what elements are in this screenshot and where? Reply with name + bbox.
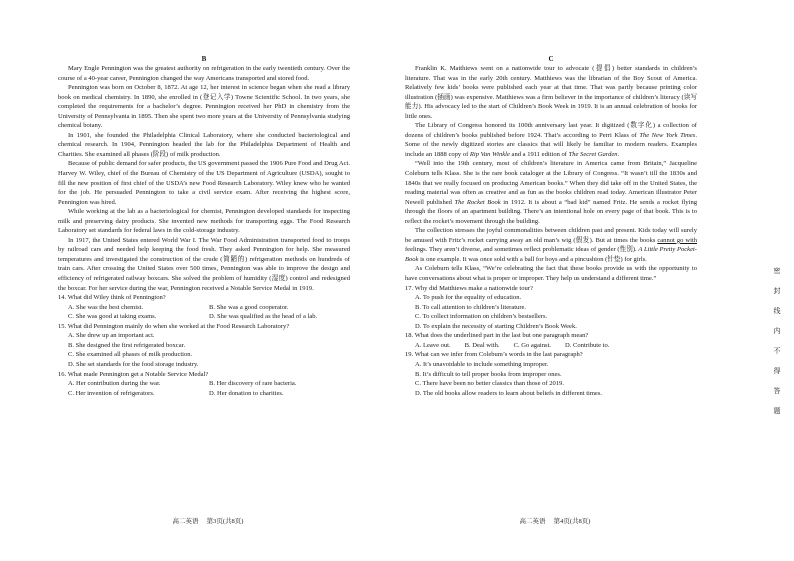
question-19: 19. What can we infer from Colebum’s words in the last paragraph? — [405, 351, 583, 359]
question-14-options — [58, 303, 350, 313]
question-16: 16. What made Pennington get a Notable Service Medal? — [58, 370, 209, 378]
seal-char: 答 — [773, 387, 781, 395]
seal-char: 题 — [773, 407, 781, 415]
option-d: D. She set standards for the food storage industry. — [68, 360, 199, 368]
question-18: 18. What does the underlined part in the last but one paragraph mean? — [405, 332, 589, 340]
option-c: C. Her invention of refrigerators. — [68, 389, 155, 397]
option-c: C. She was good at taking exams. — [68, 313, 157, 321]
question-16-options — [58, 379, 350, 389]
seal-char: 不 — [773, 347, 781, 355]
option-a: A. She was the best chemist. — [68, 303, 144, 311]
seal-char: 密 — [773, 267, 781, 275]
option-d: D. Her donation to charities. — [209, 389, 284, 397]
question-14: 14. What did Wiley think of Pennington? — [58, 294, 166, 302]
question-18-options — [405, 341, 697, 351]
option-a: A. Leave out. — [415, 341, 451, 349]
option-d: D. She was qualified as the head of a lab. — [209, 313, 318, 321]
book-title: The Rocket Book — [454, 198, 501, 206]
option-b: B. To call attention to children’s literature. — [415, 303, 527, 311]
option-a: A. She drew up an important act. — [68, 332, 155, 340]
option-b: B. Deal with. — [464, 341, 500, 349]
option-a: A. To push for the equality of education. — [415, 294, 522, 302]
page-footer-left: 高二英语 第3页(共8页) — [172, 518, 244, 525]
section-b-heading: B — [201, 55, 207, 63]
passage-paragraph: The Library of Congress honored its 100th anniversary last year. It digitized (数字化) a collection of dozens of children’s books published before 1924. That’s according to Perri Klass of The New York Times. Some of the newly digitized stories are classics that will likely be familiar to modern readers. Examples include an 1888 copy of Rip Van Winkle and a 1911 edition of The Secret Garden. — [405, 122, 698, 158]
book-title: Rip Van Winkle — [469, 150, 510, 158]
question-17: 17. Why did Matthiews make a nationwide tour? — [405, 284, 533, 292]
passage-paragraph: While working at the lab as a bacteriological for chemist, Pennington developed standards for inspecting milk and preserving dairy products. She invented new methods for transporting eggs. The Food Research Laboratory set standards for federal laws in the cold-storage industry. — [58, 208, 350, 235]
passage-paragraph: Franklin K. Matthiews went on a nationwide tour to advocate (提倡) better standards in children’s literature. That was in the early 20th century. Matthiews was the librarian of the Boy Scout of America. Relatively few kids’ books were published each year at that time. That was partly because printing color illustration (插画) was expensive. Matthiews was a firm believer in the importance of children’s literacy (读写能力). His advocacy led to the start of Children’s Book Week in 1919. It is an annual celebration of books for little ones. — [405, 65, 697, 120]
option-a: A. Her contribution during the war. — [68, 380, 161, 388]
option-b: B. She was a good cooperator. — [209, 303, 289, 311]
seal-char: 内 — [773, 327, 781, 335]
passage-paragraph: The collection stresses the joyful commonalities between children past and present. Kids today will surely be amused with Fritz’s rocket carrying away an old man’s wig (假发). But at times the books cannot go with feelings. They aren’t diverse, and sometimes reflect problematic ideas of gender (性别). A Little Pretty Pocket-Book is one example. It was once sold with a ball for boys and a pincushion (针垫) for girls. — [405, 227, 697, 263]
seal-char: 得 — [773, 367, 781, 375]
passage-paragraph: In 1917, the United States entered World War I. The War Food Administration transported food to troops by railroad cars and needed help keeping the food fresh. They asked Pennington for help. She measured temperatures and investigated the construction of the crude (简陋的) refrigeration methods on hundreds of train cars. After crossing the United States over 500 times, Pennington was able to improve the design and efficiency of refrigerated railway boxcars. She solved the problem of humidity (湿度) control and redesigned the boxcar. For her service during the war, Pennington received a Notable Service Medal in 1919. — [58, 236, 350, 292]
question-15: 15. What did Pennington mainly do when she worked at the Food Research Laboratory? — [58, 322, 290, 330]
option-b: B. Her discovery of rare bacteria. — [209, 380, 297, 388]
question-14-options — [58, 312, 350, 322]
book-title: The Secret Garden — [568, 150, 618, 158]
passage-b-column — [58, 54, 350, 398]
passage-paragraph: Because of public demand for safer products, the US government passed the 1906 Pure Food and Drug Act. Harvey W. Wiley, chief of the Bureau of Chemistry of the US Department of Agriculture (USDA), sought to fill the new position of first chief of the USDA’s new Food Research Laboratory. Wiley knew who he wanted for the job. He persuaded Pennington to take a civil service exam. After receiving the highest score, Pennington was hired. — [58, 160, 350, 206]
option-c: C. There have been no better classics than those of 2019. — [415, 380, 564, 388]
option-d: D. To explain the necessity of starting Children’s Book Week. — [415, 322, 577, 330]
seal-char: 封 — [773, 287, 781, 295]
option-b: B. She designed the first refrigerated boxcar. — [68, 341, 186, 349]
option-b: B. It’s difficult to tell proper books from improper ones. — [415, 370, 562, 378]
option-d: D. The old books allow readers to learn about beliefs in different times. — [415, 389, 603, 397]
page-footer-right: 高二英语 第4页(共8页) — [519, 518, 591, 525]
section-c-heading: C — [548, 55, 554, 63]
option-c: C. Go against. — [513, 341, 552, 349]
passage-paragraph: As Coleburn tells Klass, “We’re celebrating the fact that these books provide us with the opportunity to have conversations about what is proper or improper. They help us understand a different time.” — [405, 265, 697, 283]
book-title: The New York Times — [639, 131, 696, 139]
passage-paragraph: Pennington was born on October 8, 1872. At age 12, her interest in science began when she read a library book on medical chemistry. In 1890, she enrolled in (登记入学) Towne Scientific School. In two years, she completed the requirements for a bachelor’s degree. Pennington received her PhD in chemistry from the University of Pennsylvania in 1895. Then she spent two more years at the University of Pennsylvania studying chemical botany. — [58, 84, 350, 130]
seal-line-notice — [769, 268, 785, 428]
option-c: C. To collect information on children’s bestsellers. — [415, 313, 548, 321]
passage-c-column — [405, 54, 697, 398]
seal-char: 线 — [773, 307, 781, 315]
option-d: D. Contribute to. — [565, 341, 610, 349]
passage-paragraph: “Well into the 19th century, most of children’s literature in America came from Britain,” Jacqueline Coleburn tells Klass. She is the rare book cataloger at the Library of Congress. “It wasn’t till the 1830s and 1840s that we really focused on producing American books.” When they did take off in the United States, the reading material was often as creative and as fun as the books children read today. American illustrator Peter Newell published The Rocket Book in 1912. It is about a “bad kid” named Fritz. He sends a rocket flying through the floors of an apartment building. There’s an intentional hole on every page of that book. This is to reflect the rocket’s movement through the building. — [405, 160, 698, 225]
option-c: C. She examined all phases of milk production. — [68, 351, 193, 359]
option-a: A. It’s unavoidable to include something improper. — [415, 360, 549, 368]
question-16-options — [58, 389, 350, 399]
passage-paragraph: In 1901, she founded the Philadelphia Clinical Laboratory, where she conducted bacteriological and chemical research. In 1904, Pennington headed the lab for the Philadelphia Department of Health and Charities. She examined all phases (阶段) of milk production. — [58, 131, 350, 158]
underlined-phrase: cannot go with — [657, 236, 697, 244]
book-title: A Little Pretty Pocket-Book — [405, 246, 697, 263]
passage-paragraph: Mary Engle Pennington was the greatest authority on refrigeration in the early twentieth century. Over the course of a 40-year career, Pennington changed the way Americans transported and stored food. — [58, 65, 350, 82]
